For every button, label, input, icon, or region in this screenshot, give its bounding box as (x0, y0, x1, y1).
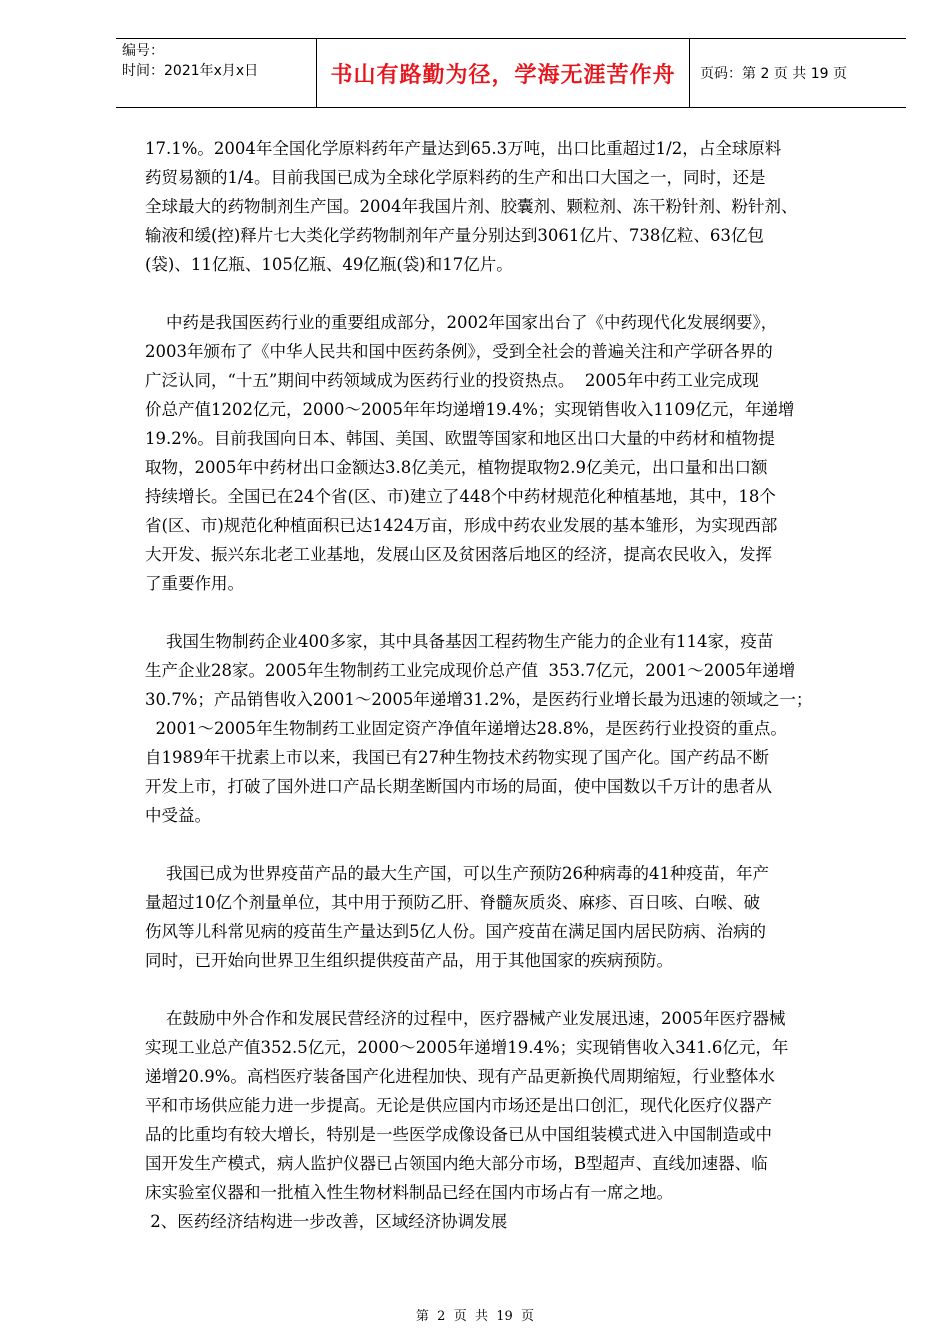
text-line: 取物，2005年中药材出口金额达3.8亿美元，植物提取物2.9亿美元，出口量和出口额 (145, 458, 768, 477)
text-line: 在鼓励中外合作和发展民营经济的过程中，医疗器械产业发展迅速，2005年医疗器械 (145, 1009, 786, 1028)
page-header (116, 38, 906, 108)
text-line: 持续增长。全国已在24个省(区、市)建立了448个中药材规范化种植基地，其中，18个 (145, 487, 776, 506)
text-line: 我国已成为世界疫苗产品的最大生产国，可以生产预防26种病毒的41种疫苗，年产 (145, 864, 769, 883)
text-line: 了重要作用。 (145, 574, 244, 593)
text-line: 品的比重均有较大增长，特别是一些医学成像设备已从中国组装模式进入中国制造或中 (145, 1125, 772, 1144)
text-line: 递增20.9%。高档医疗装备国产化进程加快、现有产品更新换代周期缩短，行业整体水 (145, 1067, 775, 1086)
text-line: 中药是我国医药行业的重要组成部分，2002年国家出台了《中药现代化发展纲要》， (145, 313, 778, 332)
document-body (145, 134, 890, 1236)
paragraph (145, 134, 890, 279)
text-line: 开发上市，打破了国外进口产品长期垄断国内市场的局面，使中国数以千万计的患者从 (145, 777, 772, 796)
text-line: (袋)、11亿瓶、105亿瓶、49亿瓶(袋)和17亿片。 (145, 255, 513, 274)
text-line: 实现工业总产值352.5亿元，2000～2005年递增19.4%；实现销售收入341.6亿元，年 (145, 1038, 789, 1057)
text-line: 2、医药经济结构进一步改善，区域经济协调发展 (145, 1212, 508, 1231)
header-motto-cell (316, 39, 690, 107)
header-meta (116, 39, 316, 107)
paragraph (145, 859, 890, 975)
text-line: 全球最大的药物制剂生产国。2004年我国片剂、胶囊剂、颗粒剂、冻干粉针剂、粉针剂、 (145, 197, 798, 216)
text-line: 自1989年干扰素上市以来，我国已有27种生物技术药物实现了国产化。国产药品不断 (145, 748, 769, 767)
serial-number-label: 编号： (122, 43, 164, 59)
text-line: 广泛认同，“十五”期间中药领域成为医药行业的投资热点。 2005年中药工业完成现 (145, 371, 759, 390)
text-line: 2003年颁布了《中华人民共和国中医药条例》，受到全社会的普遍关注和产学研各界的 (145, 342, 773, 361)
text-line: 中受益。 (145, 806, 211, 825)
page-footer: 第 2 页 共 19 页 (415, 1309, 535, 1324)
header-page-number: 页码：第 2 页 共 19 页 (700, 66, 847, 82)
header-motto: 书山有路勤为径，学海无涯苦作舟 (330, 61, 676, 88)
paragraph (145, 1004, 890, 1236)
text-line: 17.1%。2004年全国化学原料药年产量达到65.3万吨，出口比重超过1/2，占全球原料 (145, 139, 782, 158)
text-line: 药贸易额的1/4。目前我国已成为全球化学原料药的生产和出口大国之一，同时，还是 (145, 168, 766, 187)
text-line: 伤风等儿科常见病的疫苗生产量达到5亿人份。国产疫苗在满足国内居民防病、治病的 (145, 922, 766, 941)
paragraph (145, 308, 890, 598)
paragraph (145, 627, 890, 830)
text-line: 30.7%；产品销售收入2001～2005年递增31.2%，是医药行业增长最为迅速的领域之一； (145, 690, 813, 709)
text-line: 同时，已开始向世界卫生组织提供疫苗产品，用于其他国家的疾病预防。 (145, 951, 673, 970)
text-line: 19.2%。目前我国向日本、韩国、美国、欧盟等国家和地区出口大量的中药材和植物提 (145, 429, 775, 448)
text-line: 价总产值1202亿元，2000～2005年年均递增19.4%；实现销售收入1109亿元，年递增 (145, 400, 795, 419)
text-line: 我国生物制药企业400多家，其中具备基因工程药物生产能力的企业有114家，疫苗 (145, 632, 774, 651)
text-line: 床实验室仪器和一批植入性生物材料制品已经在国内市场占有一席之地。 (145, 1183, 673, 1202)
text-line: 输液和缓(控)释片七大类化学药物制剂年产量分别达到3061亿片、738亿粒、63亿包 (145, 226, 764, 245)
text-line: 生产企业28家。2005年生物制药工业完成现价总产值 353.7亿元，2001～2005年递增 (145, 661, 796, 680)
text-line: 大开发、振兴东北老工业基地，发展山区及贫困落后地区的经济，提高农民收入，发挥 (145, 545, 772, 564)
text-line: 2001～2005年生物制药工业固定资产净值年递增达28.8%，是医药行业投资的重点。 (145, 719, 787, 738)
text-line: 国开发生产模式，病人监护仪器已占领国内绝大部分市场，B型超声、直线加速器、临 (145, 1154, 768, 1173)
text-line: 量超过10亿个剂量单位，其中用于预防乙肝、脊髓灰质炎、麻疹、百日咳、白喉、破 (145, 893, 760, 912)
date-label: 时间：2021年x月x日 (122, 63, 259, 79)
text-line: 省(区、市)规范化种植面积已达1424万亩，形成中药农业发展的基本雏形，为实现西部 (145, 516, 778, 535)
text-line: 平和市场供应能力进一步提高。无论是供应国内市场还是出口创汇，现代化医疗仪器产 (145, 1096, 772, 1115)
